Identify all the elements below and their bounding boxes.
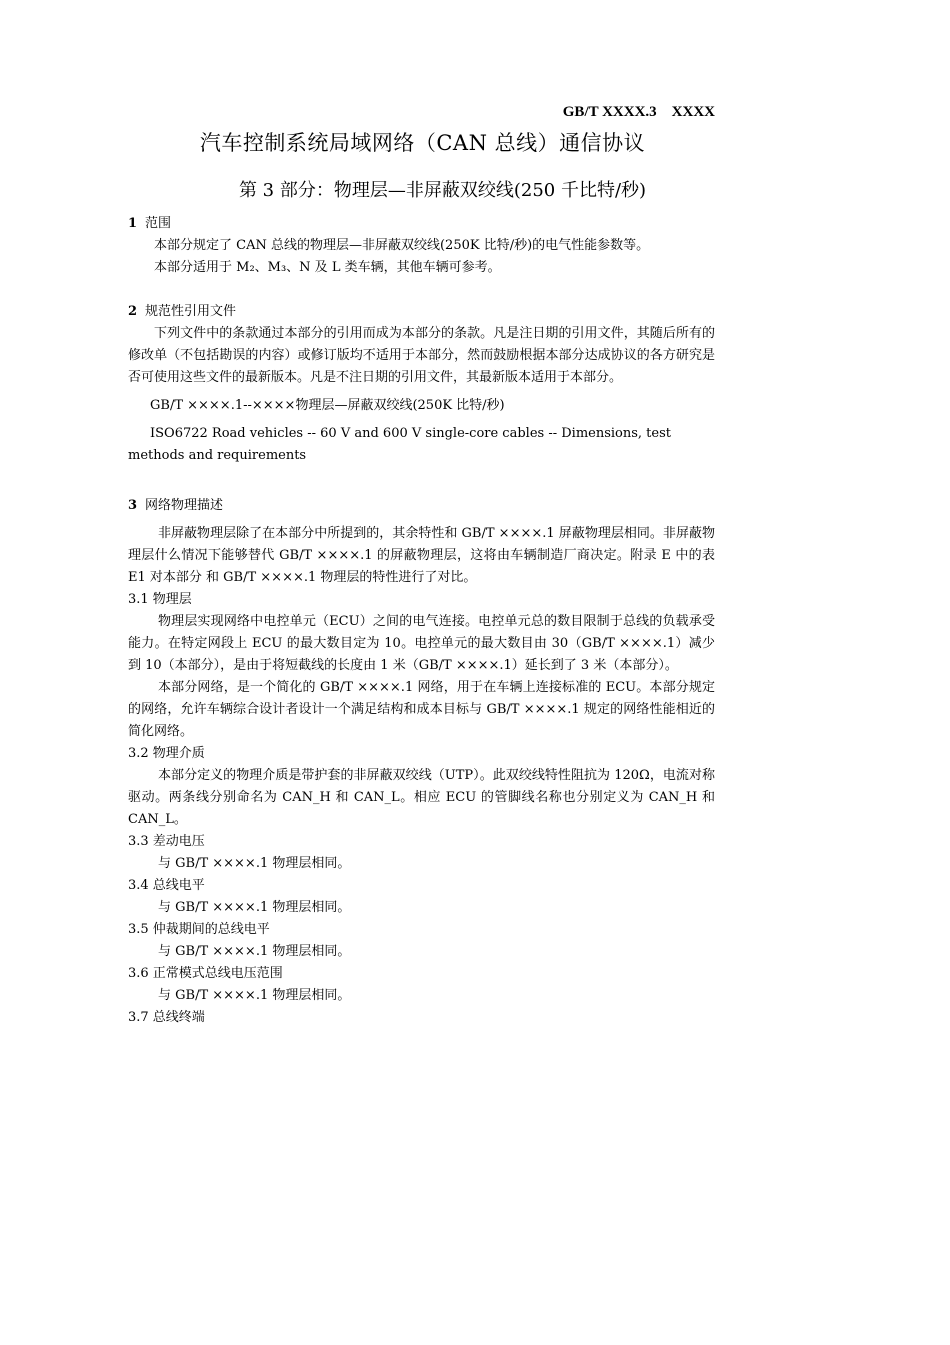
- section-2-paragraph: 下列文件中的条款通过本部分的引用而成为本部分的条款。凡是注日期的引用文件，其随后所有的修改单（不包括勘误的内容）或修订版均不适用于本部分，然而鼓励根据本部分达成协议的各方研究是否可使用这些文件的最新版本。凡是不注日期的引用文件，其最新版本适用于本部分。: [128, 326, 715, 385]
- section-3-paragraph: 非屏蔽物理层除了在本部分中所提到的，其余特性和 GB/T ××××.1 屏蔽物理层相同。非屏蔽物理层什么情况下能够替代 GB/T ××××.1 的屏蔽物理层，这将由车辆制造厂商决定。附录 E 中的表 E1 对本部分 和 GB/T ××××.1 物理层的特性进行了对比。: [128, 526, 715, 585]
- subsection-3-5-paragraph: 与 GB/T ××××.1 物理层相同。: [158, 944, 351, 959]
- subsection-3-2-paragraph: 本部分定义的物理介质是带护套的非屏蔽双绞线（UTP）。此双绞线特性阻抗为 120Ω，电流对称驱动。两条线分别命名为 CAN_H 和 CAN_L。相应 ECU 的管脚线名称也分别定义为 CAN_H 和 CAN_L。: [128, 768, 715, 827]
- subsection-3-5-heading: 3.5 仲裁期间的总线电平: [128, 922, 270, 937]
- section-1-scope-paragraph: 本部分适用于 M₂、M₃、N 及 L 类车辆，其他车辆可参考。: [154, 260, 501, 275]
- section-3-heading: 3 网络物理描述: [128, 498, 224, 513]
- subsection-3-4-paragraph: 与 GB/T ××××.1 物理层相同。: [158, 900, 351, 915]
- section-2-heading: 2 规范性引用文件: [128, 304, 237, 319]
- document-subtitle: 第 3 部分：物理层—非屏蔽双绞线(250 千比特/秒): [238, 180, 647, 201]
- subsection-3-2-heading: 3.2 物理介质: [128, 746, 205, 761]
- document-title: 汽车控制系统局域网络（CAN 总线）通信协议: [199, 131, 646, 155]
- subsection-3-4-heading: 3.4 总线电平: [128, 878, 205, 893]
- subsection-3-3-paragraph: 与 GB/T ××××.1 物理层相同。: [158, 856, 351, 871]
- reference-item: GB/T ××××.1--××××物理层—屏蔽双绞线(250K 比特/秒): [150, 398, 505, 413]
- document-body: [128, 213, 715, 1029]
- section-1-heading: 1 范围: [128, 216, 172, 231]
- subsection-3-7-heading: 3.7 总线终端: [128, 1010, 205, 1025]
- subsection-3-1-paragraph: 物理层实现网络中电控单元（ECU）之间的电气连接。电控单元总的数目限制于总线的负载承受能力。在特定网段上 ECU 的最大数目定为 10。电控单元的最大数目由 30（GB/T ××××.1）减少到 10（本部分），是由于将短截线的长度由 1 米（GB/T ××××.1）延长到了 3 米（本部分）。: [128, 614, 715, 673]
- reference-item: ISO6722 Road vehicles -- 60 V and 600 V single-core cables -- Dimensions, test methods and requirements: [128, 426, 671, 463]
- subsection-3-1-heading: 3.1 物理层: [128, 592, 192, 607]
- standard-code: GB/T XXXX.3 XXXX: [562, 104, 715, 120]
- subsection-3-6-heading: 3.6 正常模式总线电压范围: [128, 966, 283, 981]
- subsection-3-6-paragraph: 与 GB/T ××××.1 物理层相同。: [158, 988, 351, 1003]
- subsection-3-3-heading: 3.3 差动电压: [128, 834, 205, 849]
- subsection-3-1-paragraph: 本部分网络，是一个简化的 GB/T ××××.1 网络，用于在车辆上连接标准的 ECU。本部分规定的网络，允许车辆综合设计者设计一个满足结构和成本目标与 GB/T ××××.1 规定的网络性能相近的简化网络。: [128, 680, 715, 739]
- section-1-paragraph: 本部分规定了 CAN 总线的物理层—非屏蔽双绞线(250K 比特/秒)的电气性能参数等。: [154, 238, 650, 253]
